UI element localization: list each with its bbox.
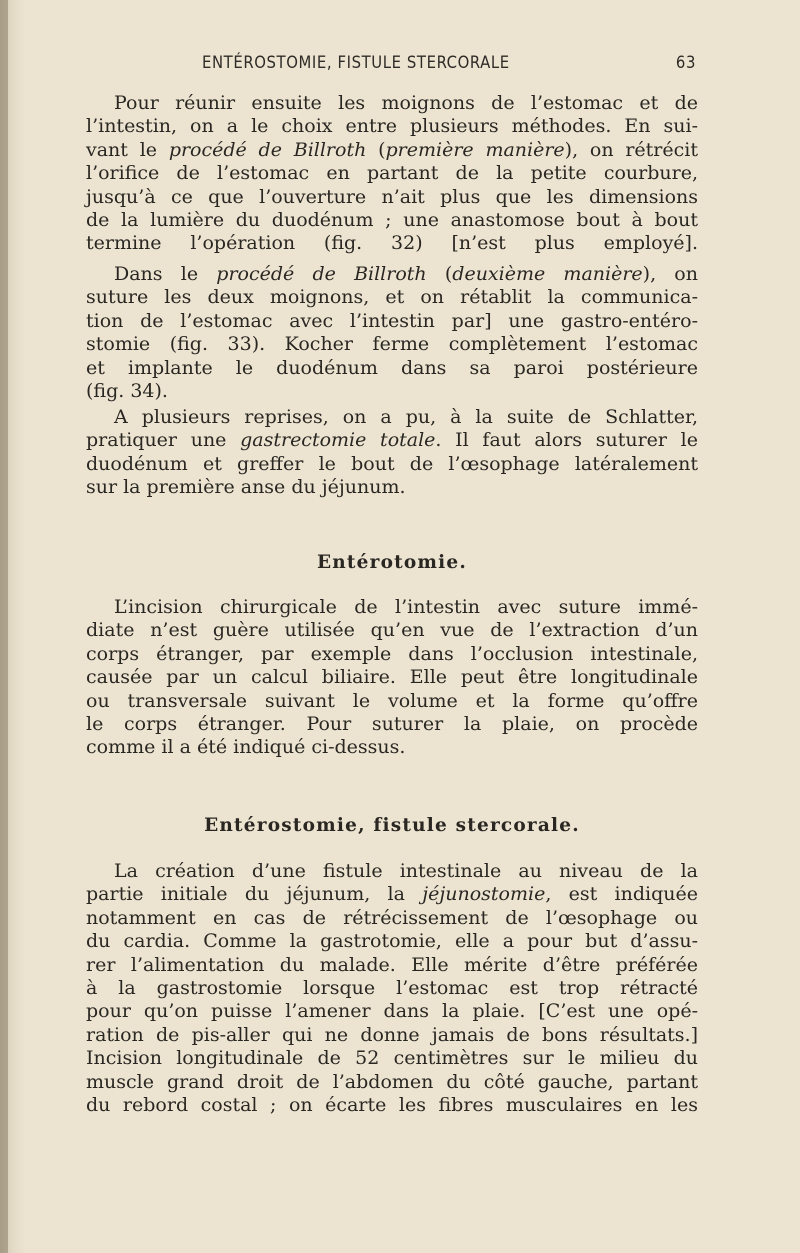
text-line: Dans le procédé de Billroth (deuxième manière), on <box>114 263 698 285</box>
text-line: l’intestin, on a le choix entre plusieurs méthodes. En sui- <box>86 115 698 138</box>
text-line: La création d’une fistule intestinale au niveau de la <box>114 860 698 882</box>
paragraph-enterotomie <box>86 596 698 760</box>
text-line: du rebord costal ; on écarte les fibres musculaires en les <box>86 1093 698 1116</box>
text-line: rer l’alimentation du malade. Elle mérite d’être préférée <box>86 953 698 976</box>
text-line: sur la première anse du jéjunum. <box>86 476 406 499</box>
page-number: 63 <box>675 53 696 72</box>
text-line: l’orifice de l’estomac en partant de la petite courbure, <box>86 162 698 185</box>
text-line: (fig. 34). <box>86 379 168 402</box>
text-line: comme il a été indiqué ci-dessus. <box>86 736 406 759</box>
paragraph-billroth-second <box>86 263 698 403</box>
text-line: A plusieurs reprises, on a pu, à la suite de Schlatter, <box>114 406 698 428</box>
section-heading-enterotomie: Entérotomie. <box>316 552 468 573</box>
paragraph-enterostomie <box>86 860 698 1117</box>
text-line: stomie (fig. 33). Kocher ferme complètement l’estomac <box>86 333 698 356</box>
binding-shadow <box>0 0 8 1253</box>
text-line: Pour réunir ensuite les moignons de l’estomac et de <box>114 92 698 114</box>
text-line: termine l’opération (fig. 32) [n’est plus employé]. <box>86 232 698 255</box>
text-line: L’incision chirurgicale de l’intestin avec suture immé- <box>114 596 698 618</box>
text-line: ration de pis-aller qui ne donne jamais de bons résultats.] <box>86 1023 698 1046</box>
text-line: du cardia. Comme la gastrotomie, elle a pour but d’assu- <box>86 930 698 953</box>
text-line: causée par un calcul biliaire. Elle peut être longitudinale <box>86 666 698 689</box>
paragraph-gastrectomie <box>86 406 698 500</box>
text-line: notamment en cas de rétrécissement de l’œsophage ou <box>86 906 698 929</box>
text-line: pratiquer une gastrectomie totale. Il faut alors suturer le <box>86 429 698 452</box>
text-line: muscle grand droit de l’abdomen du côté gauche, partant <box>86 1070 698 1093</box>
text-line: partie initiale du jéjunum, la jéjunostomie, est indiquée <box>86 883 698 906</box>
text-line: diate n’est guère utilisée qu’en vue de l’extraction d’un <box>86 619 698 642</box>
text-line: le corps étranger. Pour suturer la plaie, on procède <box>86 712 698 735</box>
text-line: et implante le duodénum dans sa paroi postérieure <box>86 356 698 379</box>
text-line: à la gastrostomie lorsque l’estomac est trop rétracté <box>86 976 698 999</box>
text-line: de la lumière du duodénum ; une anastomose bout à bout <box>86 208 698 231</box>
text-line: tion de l’estomac avec l’intestin par] une gastro-entéro- <box>86 309 698 332</box>
running-head-title: ENTÉROSTOMIE, FISTULE STERCORALE <box>202 53 510 72</box>
text-line: Incision longitudinale de 52 centimètres sur le milieu du <box>86 1047 698 1070</box>
text-line: corps étranger, par exemple dans l’occlusion intestinale, <box>86 642 698 665</box>
text-line: vant le procédé de Billroth (première manière), on rétrécit <box>86 138 698 161</box>
paragraph-billroth-first <box>86 92 698 256</box>
text-line: duodénum et greffer le bout de l’œsophage latéralement <box>86 452 698 475</box>
section-heading-enterostomie: Entérostomie, fistule stercorale. <box>204 815 580 836</box>
text-line: pour qu’on puisse l’amener dans la plaie. [C’est une opé- <box>86 1000 698 1023</box>
text-line: suture les deux moignons, et on rétablit la communica- <box>86 286 698 309</box>
text-line: jusqu’à ce que l’ouverture n’ait plus que les dimensions <box>86 185 698 208</box>
text-line: ou transversale suivant le volume et la forme qu’offre <box>86 689 698 712</box>
running-head <box>86 53 698 79</box>
